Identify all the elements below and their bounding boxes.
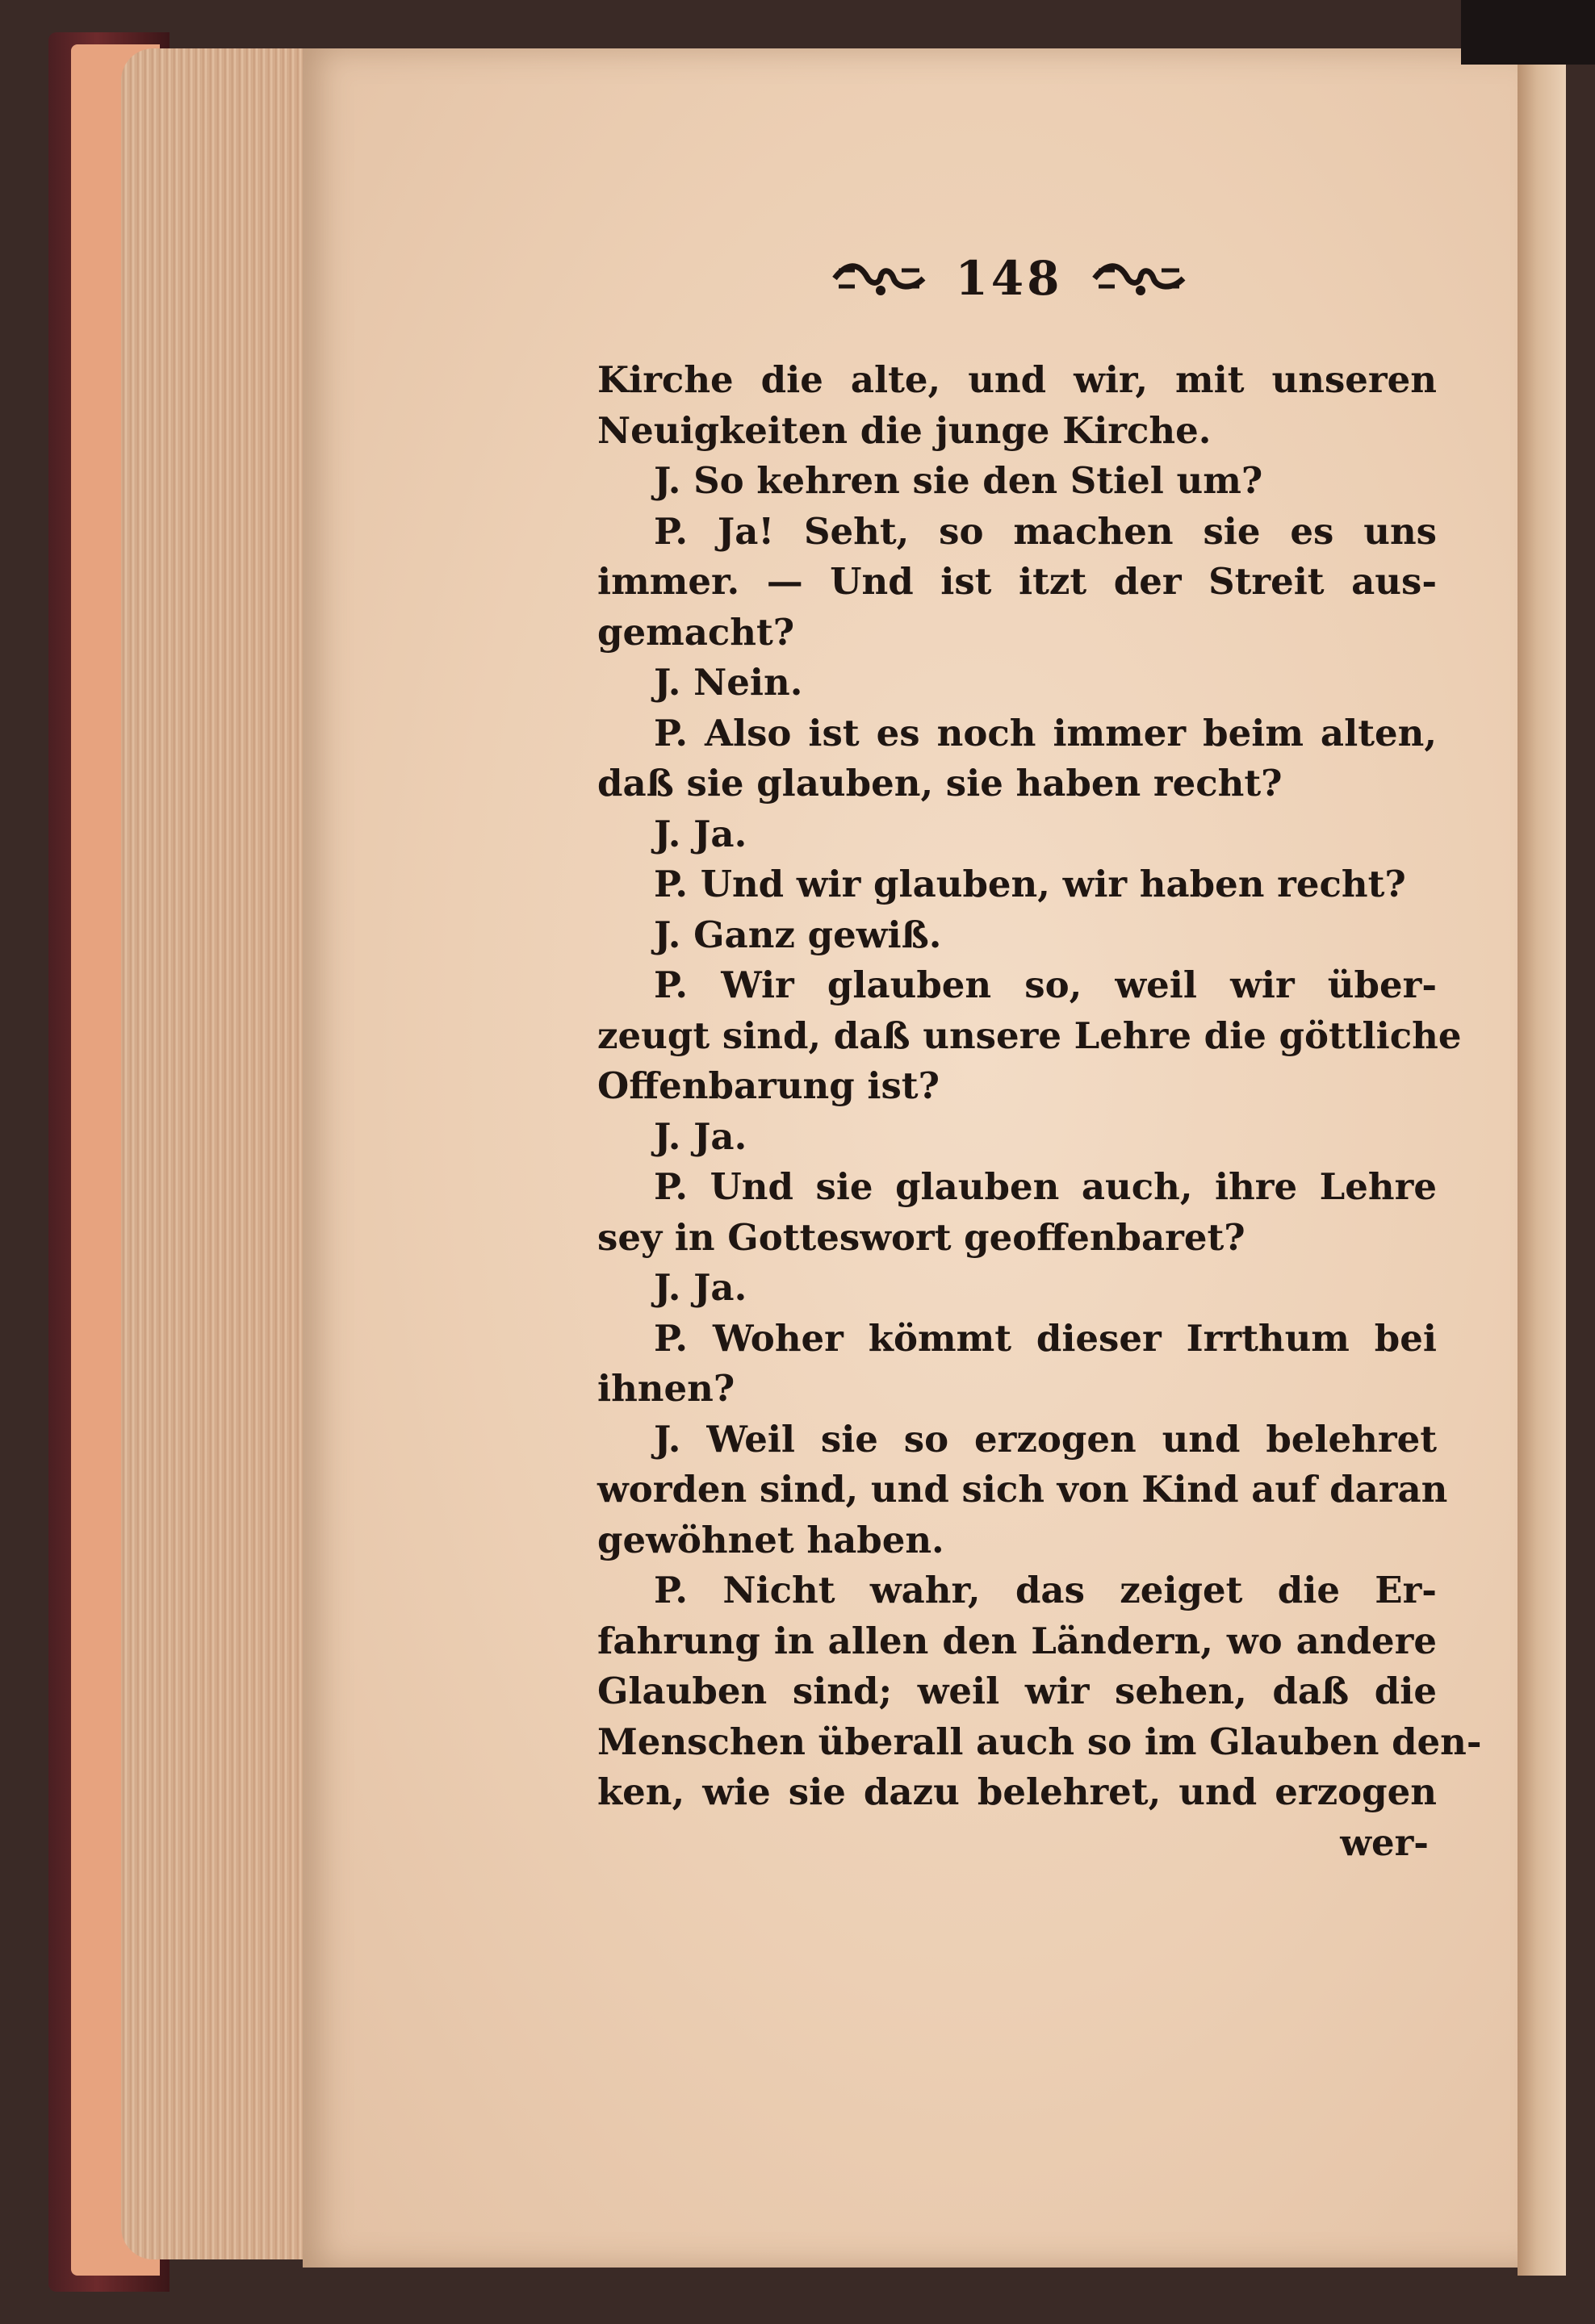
text-line: Kirche die alte, und wir, mit unseren — [597, 358, 1437, 401]
text-line: Neuigkeiten die junge Kirche. — [597, 408, 1212, 452]
text-line: daß sie glauben, sie haben recht? — [597, 762, 1283, 805]
text-line: gemacht? — [597, 610, 795, 654]
text-line: J. Weil sie so erzogen und belehret — [654, 1417, 1437, 1461]
text-line: Menschen überall auch so im Glauben den- — [597, 1720, 1482, 1763]
right-ornament-icon — [1091, 254, 1187, 303]
catchword: wer- — [1340, 1820, 1429, 1864]
text-line: P. Ja! Seht, so machen sie es uns — [654, 509, 1437, 553]
text-line: P. Woher kömmt dieser Irrthum bei — [654, 1316, 1437, 1360]
text-line: J. Ganz gewiß. — [654, 913, 942, 956]
text-line: P. Und wir glauben, wir haben recht? — [654, 863, 1406, 905]
text-line: immer. — Und ist itzt der Streit aus- — [597, 560, 1437, 603]
text-line: Glauben sind; weil wir sehen, daß die — [597, 1670, 1437, 1712]
text-line: sey in Gotteswort geoffenbaret? — [597, 1215, 1245, 1259]
text-line: J. Ja. — [654, 1266, 747, 1309]
page-edges — [121, 48, 323, 2259]
text-line: ken, wie sie dazu belehret, und erzogen — [597, 1770, 1437, 1813]
text-line: ihnen? — [597, 1367, 735, 1410]
page-header — [807, 242, 1211, 315]
text-line: Offenbarung ist? — [597, 1064, 940, 1107]
text-line: fahrung in allen den Ländern, wo andere — [597, 1619, 1437, 1662]
text-line: gewöhnet haben. — [597, 1518, 944, 1561]
text-line: J. Ja. — [654, 812, 747, 855]
page-body-text — [597, 355, 1482, 1868]
page-gutter — [1518, 56, 1566, 2276]
text-line: P. Nicht wahr, das zeiget die Er- — [654, 1569, 1437, 1611]
text-line: J. Ja. — [654, 1114, 747, 1158]
text-line: J. Nein. — [654, 661, 803, 704]
text-line: P. Wir glauben so, weil wir über- — [654, 963, 1437, 1006]
background-corner — [1461, 0, 1595, 65]
text-line: P. Und sie glauben auch, ihre Lehre — [654, 1165, 1437, 1208]
text-line: worden sind, und sich von Kind auf daran — [597, 1468, 1448, 1511]
text-line: J. So kehren sie den Stiel um? — [654, 459, 1263, 502]
left-ornament-icon — [831, 254, 927, 303]
page-number: 148 — [955, 251, 1063, 306]
text-line: zeugt sind, daß unsere Lehre die göttliche — [597, 1014, 1462, 1057]
text-line: P. Also ist es noch immer beim alten, — [654, 711, 1437, 754]
